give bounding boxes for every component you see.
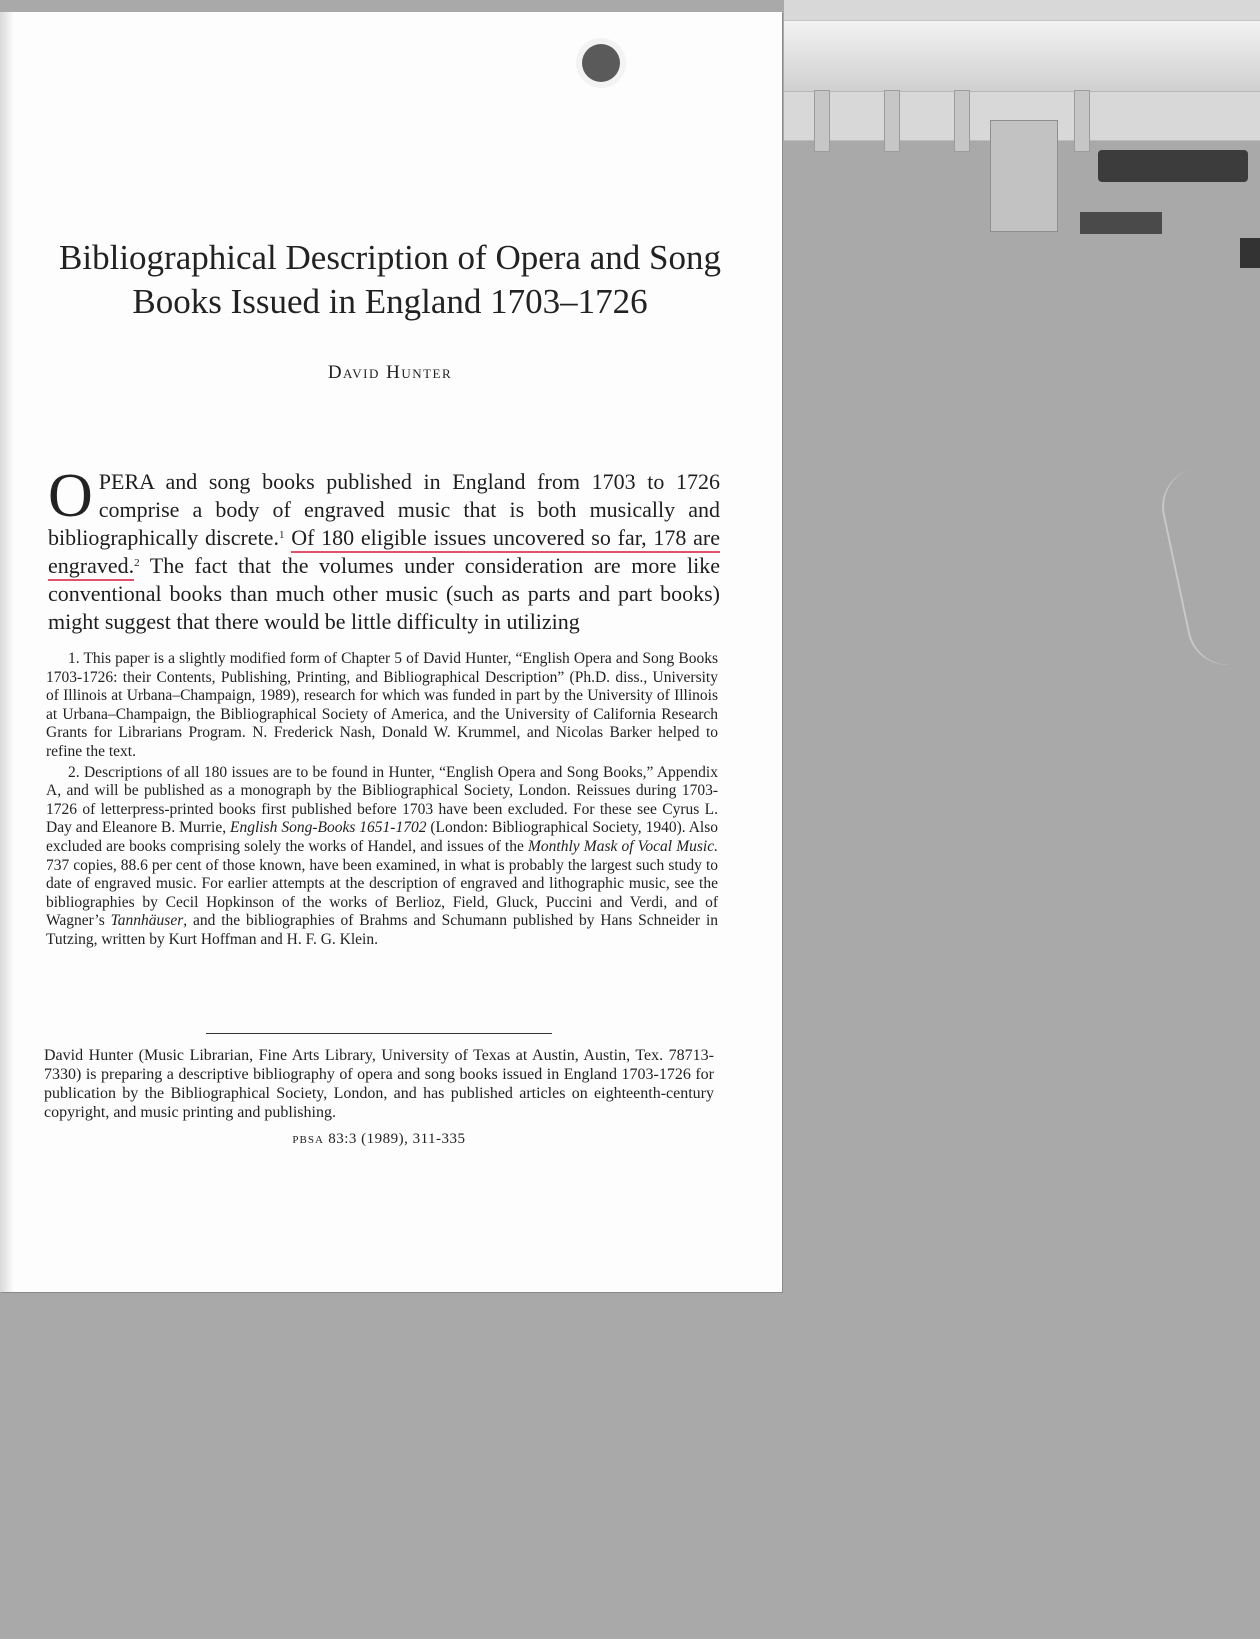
punch-hole	[582, 44, 620, 82]
footnote-2-title-2: Monthly Mask of Vocal Music.	[528, 837, 718, 855]
article-author: David Hunter	[327, 362, 453, 383]
body-paragraph	[48, 462, 721, 636]
scanner-slot-edge	[1240, 238, 1260, 268]
footnote-2-part-a: 2. Descriptions of all 180 issues are to be found in Hunter, “English Opera and Song Books,” Appendix A, and will be published as a monograph by the Bibliographical Society, London. Reissues during 1703-1726 of letterpress-printed books first published before 1703 have been excluded. For these see Cyrus L. Day and Eleanore B. Murrie,	[46, 763, 718, 837]
page-edge-shadow	[0, 12, 14, 1292]
footnote-1: 1. This paper is a slightly modified form of Chapter 5 of David Hunter, “English Opera and Song Books 1703-1726: their Contents, Publishing, Printing, and Bibliographical Description” (Ph.D. diss., University of Illinois at Urbana–Champaign, 1989), research for which was funded in part by the University of Illinois at Urbana–Champaign, the Bibliographical Society of America, and the University of California Research Grants for Librarians Program. N. Frederick Nash, Donald W. Krummel, and Nicolas Barker helped to refine the text.	[46, 650, 718, 760]
footnote-2-title-1: English Song-Books 1651-1702	[230, 819, 427, 837]
scanner-tooth	[1074, 90, 1090, 152]
scanner-tooth	[954, 90, 970, 152]
scanner-slot	[1098, 150, 1248, 182]
scanner-tooth	[814, 90, 830, 152]
scanner-slot-small	[1080, 212, 1162, 234]
footnote-2	[46, 764, 718, 950]
scanner-cable	[1155, 468, 1238, 672]
footnotes	[46, 650, 718, 952]
journal-abbrev: PBSA	[292, 1134, 324, 1146]
drop-cap: O	[48, 462, 93, 530]
article-title	[40, 236, 740, 324]
footnote-ref-2: 2	[134, 557, 140, 569]
paragraph-rest: The fact that the volumes under consideration are more like conventional books than much other music (such as parts and part books) might suggest that there would be little difficulty in utilizing	[48, 553, 720, 634]
footnote-2-part-b: (London: Bibliographical Society, 1940). Also excluded are books comprising solely the works of Handel, and issues of the	[46, 819, 718, 855]
footnote-2-title-3: Tannhäuser	[110, 912, 184, 930]
footnote-2-part-d: , and the bibliographies of Brahms and Schumann published by Hans Schneider in Tutzing, written by Kurt Hoffman and H. F. G. Klein.	[46, 912, 718, 948]
separator-rule	[206, 1033, 552, 1034]
scanner-rail	[784, 20, 1260, 92]
citation-details: 83:3 (1989), 311-335	[323, 1131, 466, 1147]
footnote-ref-1: 1	[278, 529, 285, 541]
journal-citation	[44, 1131, 714, 1148]
author-bio: David Hunter (Music Librarian, Fine Arts Library, University of Texas at Austin, Austin, Tex. 78713-7330) is preparing a descriptive bibliography of opera and song books issued in England 1703-1726 for publication by the Bibliographical Society, London, and has published articles on eighteenth-century copyright, and music printing and publishing.	[44, 1047, 714, 1121]
title-line-1: Bibliographical Description of Opera and Song	[59, 238, 721, 277]
footnote-2-part-c: 737 copies, 88.6 per cent of those known, have been examined, in what is probably the largest such study to date of engraved music. For earlier attempts at the description of engraved and lithographic music, see the bibliographies by Cecil Hopkinson of the works of Berlioz, Field, Gluck, Puccini and Verdi, and of Wagner’s	[46, 856, 718, 930]
paragraph-start: PERA and song books published in England from 1703 to 1726 comprise a body of engraved music that is both musically and bibliographically discrete.	[48, 469, 720, 550]
highlighted-sentence: Of 180 eligible issues uncovered so far, 178 are engraved.	[48, 525, 720, 581]
title-line-2: Books Issued in England 1703–1726	[132, 282, 648, 321]
scanner-latch	[990, 120, 1058, 232]
scanner-tooth	[884, 90, 900, 152]
